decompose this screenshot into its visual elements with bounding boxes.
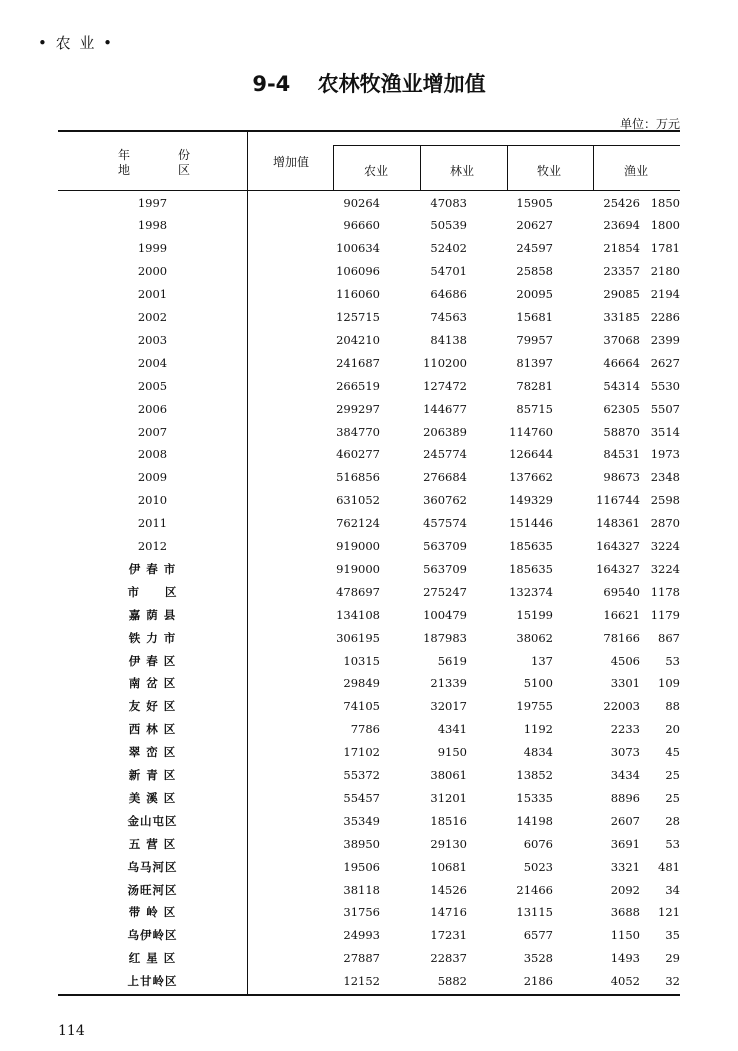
row-label: 2011 — [137, 516, 168, 531]
cell-husbandry: 16621 — [603, 607, 640, 622]
table-row — [58, 695, 680, 718]
row-label: 1998 — [137, 218, 168, 233]
table-row — [58, 833, 680, 856]
cell-fishery: 121 — [658, 905, 680, 920]
table-row — [58, 901, 680, 924]
cell-total: 38950 — [343, 836, 380, 851]
cell-forestry: 3528 — [523, 951, 553, 966]
cell-husbandry: 3691 — [610, 836, 640, 851]
cell-total: 919000 — [336, 539, 380, 553]
cell-husbandry: 37068 — [603, 332, 640, 347]
cell-husbandry: 78166 — [603, 630, 640, 645]
cell-agriculture: 5882 — [437, 974, 467, 989]
cell-agriculture: 18516 — [430, 813, 467, 828]
cell-husbandry: 21854 — [603, 241, 640, 256]
subheader-divider — [507, 145, 508, 190]
table-row — [58, 581, 680, 604]
cell-fishery: 3224 — [650, 539, 680, 553]
cell-fishery: 35 — [665, 928, 680, 943]
cell-total: 19506 — [343, 859, 380, 874]
column-header-fishery: 渔业 — [624, 164, 649, 178]
cell-fishery: 34 — [665, 882, 680, 897]
cell-husbandry: 69540 — [603, 584, 640, 599]
table-row — [58, 604, 680, 627]
page-number: 114 — [58, 1023, 85, 1039]
cell-husbandry: 3301 — [610, 676, 640, 691]
cell-fishery: 28 — [665, 813, 680, 828]
cell-forestry: 137 — [531, 653, 553, 668]
table-row — [58, 718, 680, 741]
cell-husbandry: 1150 — [610, 928, 640, 943]
cell-husbandry: 3434 — [610, 768, 640, 782]
cell-husbandry: 2607 — [610, 813, 640, 828]
row-label: 新 青 区 — [128, 768, 177, 782]
cell-forestry: 6577 — [523, 928, 553, 943]
table-row — [58, 558, 680, 581]
cell-total: 7786 — [350, 722, 380, 737]
row-label: 2002 — [137, 310, 168, 324]
cell-forestry: 15905 — [516, 195, 553, 210]
stub-header-text: 份 — [177, 148, 190, 162]
cell-husbandry: 84531 — [603, 447, 640, 462]
row-label: 2009 — [137, 470, 168, 485]
cell-husbandry: 54314 — [603, 378, 640, 393]
cell-husbandry: 25426 — [603, 195, 640, 210]
cell-fishery: 25 — [665, 790, 680, 805]
cell-total: 516856 — [336, 470, 380, 485]
cell-agriculture: 64686 — [430, 287, 467, 302]
cell-fishery: 1973 — [650, 447, 680, 462]
row-label: 五 营 区 — [128, 836, 177, 851]
cell-fishery: 3514 — [650, 424, 680, 439]
cell-fishery: 109 — [658, 676, 680, 691]
table-row — [58, 672, 680, 695]
row-label: 乌马河区 — [127, 859, 178, 874]
table-title-text: 农林牧渔业增加值 — [317, 72, 486, 96]
cell-forestry: 137662 — [509, 470, 553, 485]
cell-agriculture: 31201 — [430, 790, 467, 805]
table-row — [58, 627, 680, 650]
cell-agriculture: 50539 — [430, 218, 467, 233]
cell-agriculture: 84138 — [430, 332, 467, 347]
cell-agriculture: 21339 — [430, 676, 467, 691]
cell-forestry: 151446 — [509, 516, 553, 531]
cell-husbandry: 46664 — [603, 355, 640, 370]
table-top-rule — [58, 130, 680, 132]
column-header-husbandry: 牧业 — [537, 164, 562, 178]
cell-total: 134108 — [336, 607, 380, 622]
cell-fishery: 2399 — [650, 332, 680, 347]
table-row — [58, 856, 680, 879]
cell-husbandry: 3321 — [610, 859, 640, 874]
cell-total: 29849 — [343, 676, 380, 691]
cell-agriculture: 360762 — [423, 493, 467, 508]
cell-total: 762124 — [336, 516, 380, 531]
row-label: 翠 峦 区 — [128, 745, 177, 760]
row-label: 红 星 区 — [128, 951, 177, 966]
cell-agriculture: 276684 — [423, 470, 467, 485]
cell-agriculture: 14716 — [430, 905, 467, 920]
row-label: 2012 — [137, 539, 168, 553]
cell-husbandry: 22003 — [603, 699, 640, 714]
cell-total: 631052 — [336, 493, 380, 508]
cell-husbandry: 4506 — [610, 653, 640, 668]
cell-forestry: 15199 — [516, 607, 553, 622]
cell-husbandry: 4052 — [610, 974, 640, 989]
cell-fishery: 1781 — [650, 241, 680, 256]
cell-total: 35349 — [343, 813, 380, 828]
cell-fishery: 53 — [665, 836, 680, 851]
table-row — [58, 650, 680, 673]
cell-total: 106096 — [336, 264, 380, 279]
cell-husbandry: 116744 — [596, 493, 640, 508]
row-label: 乌伊岭区 — [127, 928, 178, 943]
cell-husbandry: 1493 — [610, 951, 640, 966]
table-row — [58, 214, 680, 237]
cell-agriculture: 275247 — [423, 584, 467, 599]
table-row — [58, 879, 680, 902]
cell-husbandry: 33185 — [603, 310, 640, 324]
table-row — [58, 466, 680, 489]
table-row — [58, 764, 680, 787]
table-row — [58, 512, 680, 535]
cell-agriculture: 100479 — [423, 607, 467, 622]
cell-husbandry: 164327 — [596, 561, 640, 576]
cell-fishery: 1800 — [650, 218, 680, 233]
cell-fishery: 2286 — [650, 310, 680, 324]
table-row — [58, 375, 680, 398]
cell-forestry: 6076 — [523, 836, 553, 851]
cell-husbandry: 3073 — [610, 745, 640, 760]
cell-forestry: 2186 — [523, 974, 553, 989]
cell-total: 27887 — [343, 951, 380, 966]
cell-forestry: 20095 — [516, 287, 553, 302]
table-row — [58, 947, 680, 970]
cell-fishery: 53 — [665, 653, 680, 668]
table-row — [58, 741, 680, 764]
subheader-divider — [593, 145, 594, 190]
stub-header-region — [118, 161, 190, 178]
cell-fishery: 5530 — [650, 378, 680, 393]
cell-husbandry: 98673 — [603, 470, 640, 485]
row-label: 2005 — [137, 378, 168, 393]
cell-total: 55457 — [343, 790, 380, 805]
cell-forestry: 78281 — [516, 378, 553, 393]
cell-total: 306195 — [336, 630, 380, 645]
cell-total: 31756 — [343, 905, 380, 920]
cell-forestry: 81397 — [516, 355, 553, 370]
cell-husbandry: 29085 — [603, 287, 640, 302]
table-bottom-rule — [58, 994, 680, 996]
cell-total: 125715 — [336, 310, 380, 324]
row-label: 2001 — [137, 287, 168, 302]
cell-agriculture: 206389 — [423, 424, 467, 439]
row-label: 带 岭 区 — [128, 905, 177, 920]
cell-forestry: 114760 — [509, 424, 553, 439]
cell-forestry: 21466 — [516, 882, 553, 897]
column-header-forestry: 林业 — [450, 164, 475, 178]
cell-forestry: 1192 — [523, 722, 553, 737]
cell-fishery: 1178 — [650, 584, 680, 599]
row-label: 伊 春 区 — [128, 653, 177, 668]
stub-header-text: 地 — [118, 163, 131, 177]
cell-forestry: 85715 — [516, 401, 553, 416]
row-label: 2006 — [137, 401, 168, 416]
table-row — [58, 352, 680, 375]
cell-agriculture: 127472 — [423, 378, 467, 393]
cell-forestry: 19755 — [516, 699, 553, 714]
cell-forestry: 79957 — [516, 332, 553, 347]
table-row — [58, 398, 680, 421]
cell-forestry: 185635 — [509, 561, 553, 576]
column-header-agriculture: 农业 — [364, 164, 389, 178]
cell-husbandry: 23694 — [603, 218, 640, 233]
row-label: 铁 力 市 — [128, 630, 177, 645]
cell-forestry: 14198 — [516, 813, 553, 828]
row-label: 西 林 区 — [128, 722, 177, 737]
cell-agriculture: 54701 — [430, 264, 467, 279]
cell-agriculture: 563709 — [423, 539, 467, 553]
cell-husbandry: 58870 — [603, 424, 640, 439]
row-label: 汤旺河区 — [127, 882, 178, 897]
row-label: 1999 — [137, 241, 168, 256]
table-title — [0, 68, 738, 98]
row-label: 伊 春 市 — [128, 561, 177, 576]
cell-husbandry: 23357 — [603, 264, 640, 279]
cell-forestry: 15681 — [516, 310, 553, 324]
cell-husbandry: 2233 — [610, 722, 640, 737]
cell-forestry: 185635 — [509, 539, 553, 553]
table-row — [58, 489, 680, 512]
cell-agriculture: 187983 — [423, 630, 467, 645]
table-row — [58, 283, 680, 306]
section-label: • 农 业 • — [38, 34, 114, 52]
row-label: 2003 — [137, 332, 168, 347]
cell-forestry: 38062 — [516, 630, 553, 645]
cell-agriculture: 110200 — [423, 355, 467, 370]
table-row — [58, 924, 680, 947]
cell-total: 96660 — [343, 218, 380, 233]
cell-agriculture: 52402 — [430, 241, 467, 256]
cell-husbandry: 8896 — [610, 790, 640, 805]
table-row — [58, 535, 680, 558]
cell-forestry: 5100 — [523, 676, 553, 691]
cell-husbandry: 164327 — [596, 539, 640, 553]
cell-agriculture: 74563 — [430, 310, 467, 324]
cell-agriculture: 32017 — [430, 699, 467, 714]
row-label: 市 区 — [127, 584, 178, 599]
row-label: 1997 — [137, 195, 168, 210]
cell-husbandry: 62305 — [603, 401, 640, 416]
cell-agriculture: 47083 — [430, 195, 467, 210]
cell-fishery: 5507 — [650, 401, 680, 416]
cell-husbandry: 2092 — [610, 882, 640, 897]
cell-fishery: 29 — [665, 951, 680, 966]
cell-forestry: 25858 — [516, 264, 553, 279]
row-label: 2007 — [137, 424, 168, 439]
cell-agriculture: 17231 — [430, 928, 467, 943]
cell-forestry: 20627 — [516, 218, 553, 233]
cell-fishery: 20 — [665, 722, 680, 737]
cell-agriculture: 4341 — [437, 722, 467, 737]
cell-forestry: 149329 — [509, 493, 553, 508]
cell-fishery: 32 — [665, 974, 680, 989]
row-label: 2004 — [137, 355, 168, 370]
cell-total: 24993 — [343, 928, 380, 943]
cell-husbandry: 3688 — [610, 905, 640, 920]
cell-total: 74105 — [343, 699, 380, 714]
cell-fishery: 2627 — [650, 355, 680, 370]
cell-total: 266519 — [336, 378, 380, 393]
row-label: 2010 — [137, 493, 168, 508]
cell-fishery: 1179 — [650, 607, 680, 622]
cell-total: 10315 — [343, 653, 380, 668]
cell-forestry: 24597 — [516, 241, 553, 256]
cell-agriculture: 5619 — [437, 653, 467, 668]
row-label: 金山屯区 — [127, 813, 178, 828]
stub-header-text: 区 — [177, 163, 190, 177]
table-row — [58, 810, 680, 833]
cell-total: 100634 — [336, 241, 380, 256]
cell-agriculture: 9150 — [437, 745, 467, 760]
cell-total: 478697 — [336, 584, 380, 599]
table-row — [58, 970, 680, 993]
cell-total: 17102 — [343, 745, 380, 760]
cell-total: 241687 — [336, 355, 380, 370]
cell-fishery: 1850 — [650, 195, 680, 210]
cell-fishery: 3224 — [650, 561, 680, 576]
column-header-total: 增加值 — [273, 155, 310, 169]
cell-forestry: 4834 — [523, 745, 553, 760]
cell-total: 299297 — [336, 401, 380, 416]
cell-agriculture: 29130 — [430, 836, 467, 851]
row-label: 美 溪 区 — [128, 790, 177, 805]
cell-total: 38118 — [343, 882, 380, 897]
row-label: 上甘岭区 — [127, 974, 178, 989]
cell-total: 919000 — [336, 561, 380, 576]
subheader-divider — [333, 145, 334, 190]
table-row — [58, 192, 680, 215]
cell-forestry: 15335 — [516, 790, 553, 805]
row-label: 2000 — [137, 264, 168, 279]
cell-agriculture: 38061 — [430, 768, 467, 782]
cell-fishery: 45 — [665, 745, 680, 760]
cell-fishery: 2348 — [650, 470, 680, 485]
cell-agriculture: 457574 — [423, 516, 467, 531]
cell-agriculture: 22837 — [430, 951, 467, 966]
table-row — [58, 421, 680, 444]
cell-total: 55372 — [343, 768, 380, 782]
table-row — [58, 306, 680, 329]
row-label: 2008 — [137, 447, 168, 462]
cell-forestry: 13852 — [516, 768, 553, 782]
table-row — [58, 260, 680, 283]
cell-total: 460277 — [336, 447, 380, 462]
table-row — [58, 329, 680, 352]
row-label: 南 岔 区 — [128, 676, 177, 691]
cell-agriculture: 563709 — [423, 561, 467, 576]
cell-fishery: 2194 — [650, 287, 680, 302]
cell-fishery: 2870 — [650, 516, 680, 531]
cell-fishery: 2180 — [650, 264, 680, 279]
cell-total: 116060 — [336, 287, 380, 302]
row-label: 嘉 荫 县 — [128, 607, 177, 622]
cell-fishery: 481 — [658, 859, 680, 874]
table-number: 9-4 — [252, 72, 291, 96]
table-row — [58, 443, 680, 466]
cell-total: 12152 — [343, 974, 380, 989]
table-row — [58, 787, 680, 810]
cell-forestry: 132374 — [509, 584, 553, 599]
cell-forestry: 13115 — [516, 905, 553, 920]
cell-agriculture: 144677 — [423, 401, 467, 416]
cell-total: 384770 — [336, 424, 380, 439]
table-row — [58, 237, 680, 260]
row-label: 友 好 区 — [128, 699, 177, 714]
cell-agriculture: 14526 — [430, 882, 467, 897]
cell-husbandry: 148361 — [596, 516, 640, 531]
subheader-divider — [420, 145, 421, 190]
cell-forestry: 126644 — [509, 447, 553, 462]
cell-total: 204210 — [336, 332, 380, 347]
cell-fishery: 25 — [665, 768, 680, 782]
unit-label: 单位：万元 — [619, 117, 680, 131]
cell-agriculture: 245774 — [423, 447, 467, 462]
cell-fishery: 88 — [665, 699, 680, 714]
cell-fishery: 867 — [658, 630, 680, 645]
cell-forestry: 5023 — [523, 859, 553, 874]
stub-header-text: 年 — [118, 148, 131, 162]
cell-total: 90264 — [343, 195, 380, 210]
cell-agriculture: 10681 — [430, 859, 467, 874]
cell-fishery: 2598 — [650, 493, 680, 508]
